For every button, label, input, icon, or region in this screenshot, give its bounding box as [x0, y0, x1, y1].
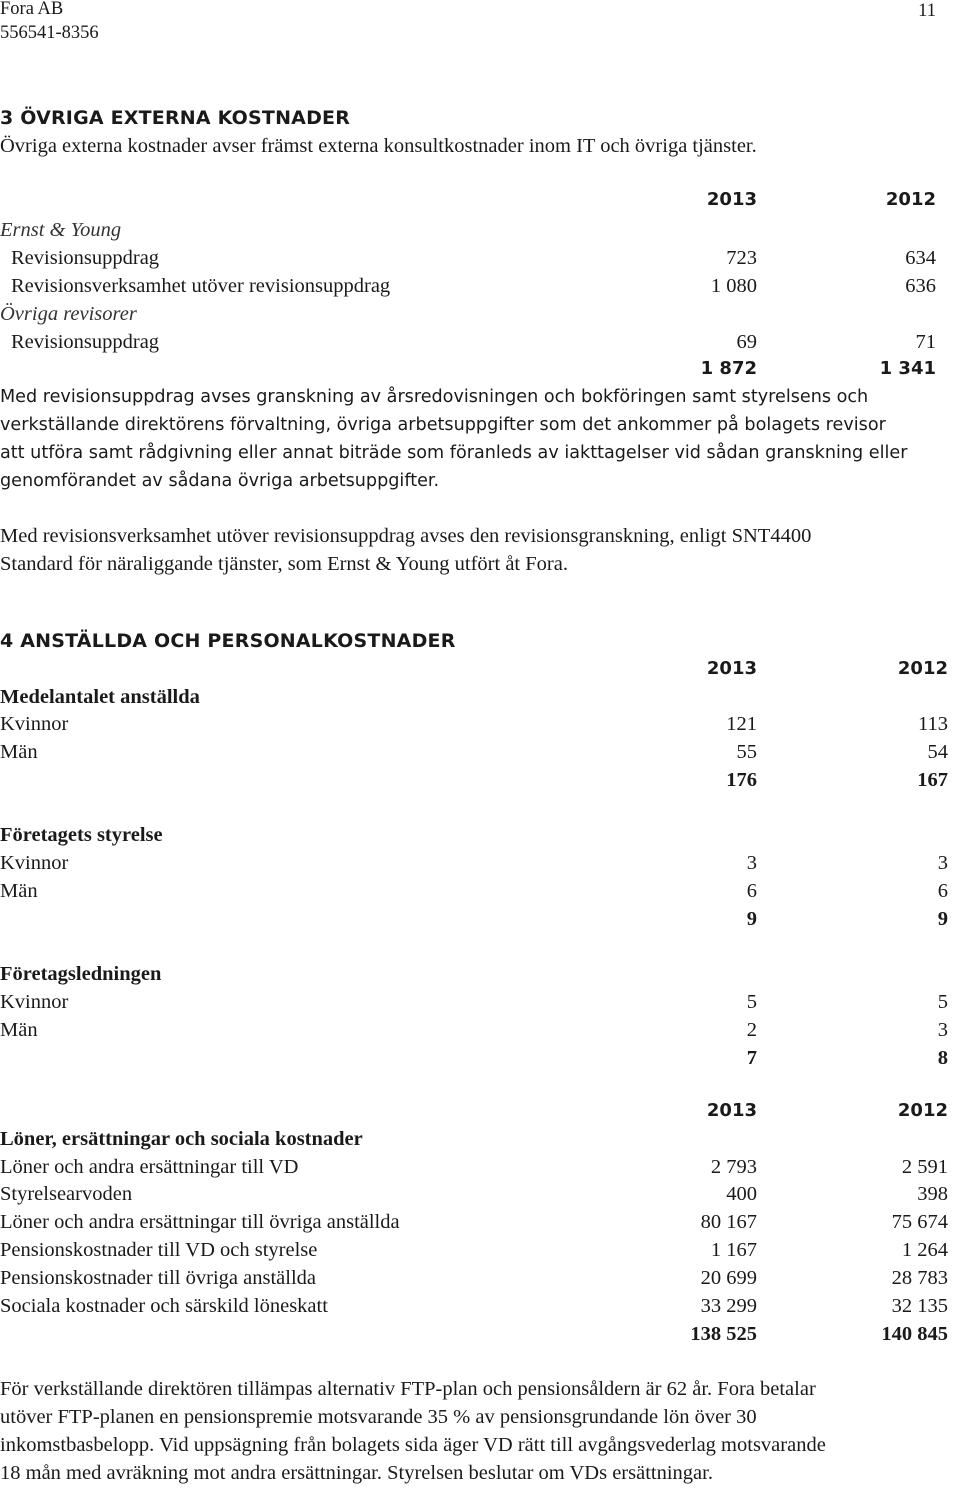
paragraph-line: För verkställande direktören tillämpas alternativ FTP-plan och pensionsåldern är 62 år. Fora betalar — [0, 1378, 816, 1400]
row-value-2012: 3 — [937, 1019, 948, 1041]
row-label: Styrelsearvoden — [0, 1183, 133, 1205]
total-2012: 8 — [937, 1047, 948, 1069]
paragraph-line: utöver FTP-planen en pensionspremie motsvarande 35 % av pensionsgrundande lön över 30 — [0, 1406, 757, 1428]
row-label: Sociala kostnader och särskild löneskatt — [0, 1295, 328, 1317]
row-value-2012: 28 783 — [891, 1267, 948, 1289]
paragraph-line: 18 mån med avräkning mot andra ersättningar. Styrelsen beslutar om VDs ersättningar. — [0, 1462, 713, 1484]
row-label: Revisionsuppdrag — [11, 247, 160, 269]
group-title-ernst-young: Ernst & Young — [0, 219, 122, 241]
row-value-2013: 1 167 — [710, 1239, 757, 1261]
row-value-2013: 2 — [746, 1019, 757, 1041]
paragraph-line: inkomstbasbelopp. Vid uppsägning från bolagets sida äger VD rätt till avgångsvederlag motsvarande — [0, 1434, 826, 1456]
paragraph-line: verkställande direktörens förvaltning, övriga arbetsuppgifter som det ankommer på bolagets revisor — [0, 415, 886, 435]
row-value-2013: 55 — [736, 741, 757, 763]
row-value-2012: 54 — [927, 741, 948, 763]
group-title: Företagets styrelse — [0, 824, 163, 846]
total-2012: 1 341 — [879, 358, 936, 379]
paragraph-line: Med revisionsuppdrag avses granskning av årsredovisningen och bokföringen samt styrelsens och — [0, 387, 869, 407]
section-3-intro: Övriga externa kostnader avser främst externa konsultkostnader inom IT och övriga tjänster. — [0, 135, 757, 157]
row-value-2012: 1 264 — [901, 1239, 948, 1261]
total-2013: 1 872 — [700, 358, 757, 379]
row-value-2013: 5 — [746, 991, 757, 1013]
total-2013: 9 — [746, 908, 757, 930]
year-header-2012: 2012 — [885, 189, 936, 210]
row-label: Kvinnor — [0, 852, 69, 874]
year-header-2012: 2012 — [897, 1100, 948, 1121]
row-value-2013: 6 — [746, 880, 757, 902]
paragraph-line: Standard för näraliggande tjänster, som Ernst & Young utfört åt Fora. — [0, 553, 568, 575]
paragraph-line: att utföra samt rådgivning eller annat biträde som föranleds av iakttagelser vid sådan granskning eller — [0, 443, 908, 463]
group-title: Medelantalet anställda — [0, 686, 200, 708]
total-2012: 167 — [917, 769, 948, 791]
paragraph-line: Med revisionsverksamhet utöver revisionsuppdrag avses den revisionsgranskning, enligt SNT4400 — [0, 525, 812, 547]
row-value-2013: 20 699 — [700, 1267, 757, 1289]
section-4-title: 4 ANSTÄLLDA OCH PERSONALKOSTNADER — [0, 630, 456, 652]
row-value-2013: 2 793 — [710, 1156, 757, 1178]
org-number: 556541-8356 — [0, 23, 99, 43]
row-label: Revisionsuppdrag — [11, 331, 160, 353]
row-label: Kvinnor — [0, 713, 69, 735]
total-2012: 140 845 — [881, 1323, 948, 1345]
section-3-title: 3 ÖVRIGA EXTERNA KOSTNADER — [0, 107, 351, 129]
row-label: Löner och andra ersättningar till VD — [0, 1156, 299, 1178]
year-header-2013: 2013 — [706, 1100, 757, 1121]
row-value-2012: 6 — [937, 880, 948, 902]
row-label: Pensionskostnader till VD och styrelse — [0, 1239, 318, 1261]
row-value-2013: 1 080 — [710, 275, 757, 297]
row-label: Män — [0, 880, 38, 902]
row-label: Män — [0, 741, 38, 763]
company-name: Fora AB — [0, 0, 64, 19]
group-title-ovriga-revisorer: Övriga revisorer — [0, 303, 137, 325]
paragraph-line: genomförandet av sådana övriga arbetsuppgifter. — [0, 471, 440, 491]
row-label: Kvinnor — [0, 991, 69, 1013]
row-value-2012: 636 — [905, 275, 936, 297]
row-label: Revisionsverksamhet utöver revisionsuppdrag — [11, 275, 391, 297]
row-value-2012: 5 — [937, 991, 948, 1013]
row-value-2013: 723 — [726, 247, 757, 269]
row-value-2013: 69 — [736, 331, 757, 353]
row-label: Löner och andra ersättningar till övriga anställda — [0, 1211, 400, 1233]
row-value-2013: 400 — [726, 1183, 757, 1205]
row-value-2012: 113 — [918, 713, 948, 735]
total-2012: 9 — [937, 908, 948, 930]
year-header-2012: 2012 — [897, 658, 948, 679]
row-value-2013: 3 — [746, 852, 757, 874]
group-title: Löner, ersättningar och sociala kostnader — [0, 1128, 363, 1150]
total-2013: 7 — [746, 1047, 757, 1069]
total-2013: 176 — [726, 769, 757, 791]
row-value-2012: 398 — [917, 1183, 948, 1205]
row-label: Pensionskostnader till övriga anställda — [0, 1267, 316, 1289]
row-value-2012: 3 — [937, 852, 948, 874]
total-2013: 138 525 — [690, 1323, 757, 1345]
row-value-2013: 121 — [726, 713, 757, 735]
row-value-2013: 33 299 — [700, 1295, 757, 1317]
row-value-2013: 80 167 — [700, 1211, 757, 1233]
page-number: 11 — [918, 1, 936, 21]
row-value-2012: 32 135 — [891, 1295, 948, 1317]
group-title: Företagsledningen — [0, 963, 162, 985]
row-value-2012: 634 — [905, 247, 936, 269]
year-header-2013: 2013 — [706, 189, 757, 210]
row-value-2012: 71 — [915, 331, 936, 353]
row-label: Män — [0, 1019, 38, 1041]
year-header-2013: 2013 — [706, 658, 757, 679]
row-value-2012: 2 591 — [901, 1156, 948, 1178]
row-value-2012: 75 674 — [891, 1211, 948, 1233]
